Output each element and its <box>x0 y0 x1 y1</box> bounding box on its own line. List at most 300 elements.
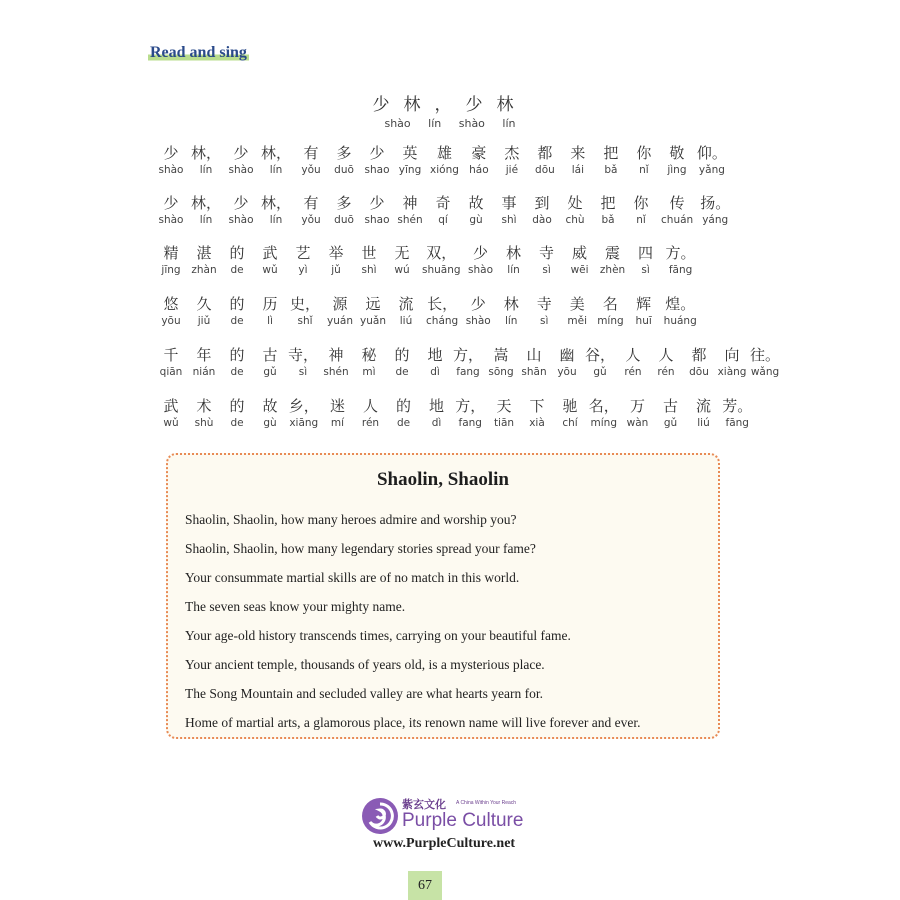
pinyin-syllable: sì <box>641 264 650 276</box>
poem-syllable <box>524 396 550 430</box>
hanzi-character: 多 <box>336 144 352 162</box>
hanzi-character: 无 <box>394 244 410 262</box>
poem-syllable <box>228 193 254 227</box>
hanzi-character: 林 <box>503 295 519 313</box>
hanzi-character: 驰 <box>562 397 578 415</box>
pinyin-syllable: yǎng <box>698 164 725 176</box>
hanzi-character: 少 <box>369 194 385 212</box>
poem-syllable <box>393 294 419 328</box>
hanzi-character: 四 <box>638 244 654 262</box>
pinyin-syllable: chuán <box>661 214 694 226</box>
pinyin-syllable: shì <box>361 264 377 276</box>
hanzi-character: 人 <box>362 397 378 415</box>
poem-syllable <box>501 243 527 277</box>
pinyin-syllable: dì <box>430 366 440 378</box>
hanzi-character: 少 <box>163 194 179 212</box>
poem-syllable <box>631 294 657 328</box>
poem-syllable <box>389 243 415 277</box>
translation-line: Shaolin, Shaolin, how many heroes admire and worship you? <box>185 512 517 527</box>
pinyin-syllable: xià <box>529 417 545 429</box>
hanzi-character: 古 <box>262 346 278 364</box>
hanzi-character: 事 <box>501 194 517 212</box>
hanzi-character: 流 <box>398 295 414 313</box>
pinyin-syllable: huáng <box>663 315 697 327</box>
pinyin-syllable: sì <box>540 315 549 327</box>
hanzi-character: 名 <box>602 295 618 313</box>
poem-syllable <box>158 345 184 379</box>
pinyin-syllable: de <box>230 264 244 276</box>
poem-syllable <box>323 345 349 379</box>
poem-syllable <box>360 294 386 328</box>
page-number: 67 <box>408 871 442 900</box>
hanzi-character: 林， <box>191 144 222 162</box>
hanzi-character: 林， <box>261 144 292 162</box>
translation-line: Your age-old history transcends times, carrying on your beautiful fame. <box>185 628 571 643</box>
pinyin-syllable: yuǎn <box>360 315 386 327</box>
poem-syllable <box>422 243 461 277</box>
pinyin-syllable: shao <box>364 164 390 176</box>
poem-syllable <box>228 143 254 177</box>
pinyin-syllable: shǐ <box>297 315 313 327</box>
hanzi-character: 古 <box>662 397 678 415</box>
poem-syllable <box>565 143 591 177</box>
hanzi-character: 湛 <box>196 244 212 262</box>
hanzi-character: 寺 <box>536 295 552 313</box>
hanzi-character: 扬。 <box>700 194 731 212</box>
poem-syllable <box>595 193 621 227</box>
pinyin-syllable: xiàng <box>717 366 747 378</box>
poem-syllable <box>389 345 415 379</box>
hanzi-character: 的 <box>394 346 410 364</box>
pinyin-syllable: lín <box>269 214 283 226</box>
hanzi-character: 武 <box>163 397 179 415</box>
poem-syllable <box>290 396 318 430</box>
pinyin-syllable: de <box>396 417 411 429</box>
pinyin-syllable: de <box>230 417 244 429</box>
pinyin-syllable: yōu <box>557 366 577 378</box>
poem-syllable <box>554 345 580 379</box>
poem-syllable <box>397 143 423 177</box>
poem-syllable <box>288 345 319 379</box>
hanzi-character: 奇 <box>435 194 451 212</box>
pinyin-syllable: de <box>395 366 409 378</box>
pinyin-syllable: gǔ <box>263 366 277 378</box>
pinyin-syllable: zhèn <box>599 264 626 276</box>
hanzi-character: 煌。 <box>665 295 696 313</box>
hanzi-character: 地 <box>428 397 444 415</box>
poem-syllable <box>397 193 423 227</box>
poem-syllable <box>557 396 583 430</box>
pinyin-syllable: wǔ <box>262 264 278 276</box>
poem-syllable <box>597 294 623 328</box>
poem-syllable <box>491 396 517 430</box>
pinyin-syllable: shì <box>501 214 517 226</box>
poem-syllable <box>498 294 524 328</box>
hanzi-character: 山 <box>526 346 542 364</box>
pinyin-syllable: sì <box>542 264 551 276</box>
pinyin-syllable: cháng <box>426 315 459 327</box>
hanzi-character: 林， <box>191 194 222 212</box>
pinyin-syllable: chù <box>565 214 585 226</box>
pinyin-syllable: xióng <box>430 164 459 176</box>
hanzi-character: 少 <box>163 144 179 162</box>
hanzi-character: 寺 <box>539 244 555 262</box>
poem-syllable <box>191 143 221 177</box>
brand-tagline: A China Within Your Reach <box>456 800 517 806</box>
poem-syllable <box>356 345 382 379</box>
poem-syllable <box>567 243 593 277</box>
hanzi-character: 乡， <box>288 397 319 415</box>
pinyin-syllable: shào <box>158 214 184 226</box>
pinyin-syllable: xiāng <box>289 417 319 429</box>
pinyin-syllable: jǔ <box>331 264 341 276</box>
purple-culture-logo-icon <box>360 796 400 836</box>
pinyin-syllable: wú <box>394 264 410 276</box>
poem-syllable <box>158 193 184 227</box>
poem-syllable <box>598 143 624 177</box>
hanzi-character: 美 <box>569 295 585 313</box>
poem-syllable <box>686 345 712 379</box>
hanzi-character: 悠 <box>163 295 179 313</box>
hanzi-character: 方， <box>455 397 486 415</box>
pinyin-syllable: rén <box>657 366 675 378</box>
pinyin-syllable: huī <box>635 315 652 327</box>
pinyin-syllable: lín <box>269 164 283 176</box>
hanzi-character: 人 <box>625 346 641 364</box>
poem-syllable <box>191 193 221 227</box>
pinyin-syllable: chí <box>562 417 578 429</box>
poem-syllable <box>426 294 458 328</box>
hanzi-character: 地 <box>427 346 443 364</box>
pinyin-syllable: de <box>230 315 244 327</box>
pinyin-syllable: yáng <box>702 214 729 226</box>
hanzi-character: 雄 <box>436 144 452 162</box>
hanzi-character: 的 <box>229 397 245 415</box>
hanzi-character: 艺 <box>295 244 311 262</box>
hanzi-character: 林， <box>261 194 292 212</box>
poem-syllable <box>719 345 745 379</box>
pinyin-syllable: mí <box>330 417 345 429</box>
poem-syllable <box>653 345 679 379</box>
poem-syllable <box>534 243 560 277</box>
pinyin-syllable: bǎ <box>601 214 615 226</box>
hanzi-character: 有 <box>303 144 319 162</box>
pinyin-syllable: dōu <box>535 164 555 176</box>
pinyin-syllable: lín <box>507 264 520 276</box>
poem-line <box>158 396 758 430</box>
pinyin-syllable: duō <box>334 164 354 176</box>
hanzi-character: 久 <box>196 295 212 313</box>
hanzi-character: 方。 <box>665 244 696 262</box>
pinyin-syllable: míng <box>597 315 624 327</box>
poem-syllable <box>658 396 684 430</box>
hanzi-character: 神 <box>402 194 418 212</box>
poem-title-hanzi: 少林，少林 <box>372 95 528 115</box>
hanzi-character: 万 <box>629 397 645 415</box>
translation-line: Your ancient temple, thousands of years old, is a mysterious place. <box>185 657 545 672</box>
poem-syllable <box>585 345 616 379</box>
pinyin-syllable: yīng <box>398 164 422 176</box>
hanzi-character: 你 <box>633 194 649 212</box>
pinyin-syllable: qiān <box>159 366 183 378</box>
pinyin-syllable: lín <box>199 214 213 226</box>
hanzi-character: 少 <box>369 144 385 162</box>
poem-syllable <box>325 396 351 430</box>
hanzi-character: 把 <box>603 144 619 162</box>
hanzi-character: 双， <box>426 244 457 262</box>
hanzi-character: 都 <box>537 144 553 162</box>
poem-syllable <box>191 294 217 328</box>
poem-syllable <box>158 396 184 430</box>
poem-syllable <box>633 243 659 277</box>
pinyin-syllable: lì <box>267 315 273 327</box>
hanzi-character: 精 <box>163 244 179 262</box>
poem-line <box>158 345 781 379</box>
hanzi-character: 幽 <box>559 346 575 364</box>
hanzi-character: 多 <box>336 194 352 212</box>
poem-syllable <box>261 143 291 177</box>
hanzi-character: 源 <box>332 295 348 313</box>
hanzi-character: 远 <box>365 295 381 313</box>
hanzi-character: 方， <box>453 346 484 364</box>
poem-syllable <box>261 193 291 227</box>
hanzi-character: 名， <box>588 397 619 415</box>
brand-url: www.PurpleCulture.net <box>373 836 516 851</box>
pinyin-syllable: nǐ <box>639 164 649 176</box>
hanzi-character: 迷 <box>329 397 345 415</box>
poem-syllable <box>521 345 547 379</box>
poem-syllable <box>424 396 450 430</box>
poem-syllable <box>191 243 217 277</box>
translation-lines <box>185 511 705 743</box>
hanzi-character: 寺， <box>288 346 319 364</box>
pinyin-syllable: jìng <box>667 164 687 176</box>
poem-line <box>158 143 758 177</box>
hanzi-character: 林 <box>506 244 522 262</box>
poem-syllable <box>191 345 217 379</box>
pinyin-syllable: dào <box>532 214 552 226</box>
poem-syllable <box>620 345 646 379</box>
poem-syllable <box>391 396 417 430</box>
poem-title <box>0 90 900 130</box>
translation-line: Home of martial arts, a glamorous place, its renown name will live forever and ever. <box>185 715 641 730</box>
poem-syllable <box>463 193 489 227</box>
poem-syllable <box>158 143 184 177</box>
hanzi-character: 往。 <box>750 346 781 364</box>
poem-syllable <box>158 243 184 277</box>
hanzi-character: 敬 <box>669 144 685 162</box>
translation-box <box>166 453 720 739</box>
pinyin-syllable: gǔ <box>663 417 678 429</box>
poem-syllable <box>664 143 690 177</box>
pinyin-syllable: bǎ <box>604 164 618 176</box>
poem-syllable <box>323 243 349 277</box>
pinyin-syllable: fang <box>458 417 482 429</box>
brand-chinese-name: 紫玄文化 <box>402 798 446 811</box>
poem-syllable <box>532 143 558 177</box>
hanzi-character: 千 <box>163 346 179 364</box>
poem-syllable <box>364 193 390 227</box>
hanzi-character: 年 <box>196 346 212 364</box>
translation-line: Shaolin, Shaolin, how many legendary stories spread your fame? <box>185 541 536 556</box>
pinyin-syllable: shān <box>521 366 547 378</box>
pinyin-syllable: fāng <box>668 264 693 276</box>
pinyin-syllable: wǎng <box>750 366 780 378</box>
poem-syllable <box>453 345 484 379</box>
poem-syllable <box>600 243 626 277</box>
poem-syllable <box>257 294 283 328</box>
hanzi-character: 故 <box>468 194 484 212</box>
poem-syllable <box>257 345 283 379</box>
poem-syllable <box>257 243 283 277</box>
poem-syllable <box>496 193 522 227</box>
pinyin-syllable: jīng <box>161 264 181 276</box>
hanzi-character: 传 <box>669 194 685 212</box>
pinyin-syllable: sōng <box>488 366 514 378</box>
poem-syllable <box>531 294 557 328</box>
pinyin-syllable: qí <box>438 214 448 226</box>
pinyin-syllable: jiǔ <box>197 315 211 327</box>
hanzi-character: 的 <box>229 244 245 262</box>
hanzi-character: 历 <box>262 295 278 313</box>
poem-syllable <box>625 396 651 430</box>
hanzi-character: 向 <box>724 346 740 364</box>
pinyin-syllable: gù <box>263 417 277 429</box>
poem-syllable <box>430 143 459 177</box>
pinyin-syllable: shén <box>397 214 423 226</box>
hanzi-character: 辉 <box>636 295 652 313</box>
pinyin-syllable: duō <box>334 214 354 226</box>
pinyin-syllable: yuán <box>327 315 353 327</box>
hanzi-character: 英 <box>402 144 418 162</box>
pinyin-syllable: liú <box>697 417 710 429</box>
pinyin-syllable: dōu <box>689 366 709 378</box>
hanzi-character: 处 <box>567 194 583 212</box>
hanzi-character: 秘 <box>361 346 377 364</box>
hanzi-character: 嵩 <box>493 346 509 364</box>
poem-syllable <box>697 143 727 177</box>
poem-title-pinyin: shào lín shào lín <box>384 117 516 130</box>
pinyin-syllable: fāng <box>725 417 749 429</box>
pinyin-syllable: nǐ <box>636 214 646 226</box>
pinyin-syllable: shào <box>228 214 254 226</box>
poem-syllable <box>664 294 697 328</box>
poem-syllable <box>666 243 696 277</box>
hanzi-character: 来 <box>570 144 586 162</box>
pinyin-syllable: shù <box>194 417 214 429</box>
pinyin-syllable: shào <box>465 315 491 327</box>
hanzi-character: 流 <box>695 397 711 415</box>
hanzi-character: 术 <box>196 397 212 415</box>
pinyin-syllable: háo <box>469 164 489 176</box>
translation-line: The seven seas know your mighty name. <box>185 599 406 614</box>
poem-syllable <box>290 243 316 277</box>
poem-syllable <box>298 143 324 177</box>
pinyin-syllable: wēi <box>570 264 589 276</box>
poem-syllable <box>224 243 250 277</box>
hanzi-character: 少 <box>233 194 249 212</box>
pinyin-syllable: gǔ <box>593 366 607 378</box>
pinyin-syllable: tiān <box>493 417 515 429</box>
translation-line: Your consummate martial skills are of no match in this world. <box>185 570 520 585</box>
hanzi-character: 世 <box>361 244 377 262</box>
poem-syllable <box>430 193 456 227</box>
pinyin-syllable: sì <box>298 366 308 378</box>
pinyin-syllable: gù <box>469 214 483 226</box>
pinyin-syllable: nián <box>192 366 216 378</box>
hanzi-character: 下 <box>529 397 545 415</box>
poem-syllable <box>691 396 717 430</box>
poem-syllable <box>158 294 184 328</box>
brand-name: Purple Culture <box>402 810 524 831</box>
poem-syllable <box>466 143 492 177</box>
pinyin-syllable: dì <box>431 417 442 429</box>
poem-syllable <box>224 294 250 328</box>
pinyin-syllable: wǔ <box>163 417 179 429</box>
poem-syllable <box>327 294 353 328</box>
pinyin-syllable: yǒu <box>301 214 321 226</box>
hanzi-character: 长， <box>427 295 458 313</box>
hanzi-character: 仰。 <box>696 144 727 162</box>
poem-syllable <box>590 396 618 430</box>
pinyin-syllable: shào <box>468 264 494 276</box>
pinyin-syllable: fang <box>456 366 480 378</box>
hanzi-character: 的 <box>229 346 245 364</box>
poem-syllable <box>750 345 781 379</box>
pinyin-syllable: rén <box>361 417 380 429</box>
pinyin-syllable: lái <box>571 164 585 176</box>
pinyin-syllable: shào <box>158 164 184 176</box>
poem-line <box>158 193 758 227</box>
poem-line <box>158 243 758 277</box>
pinyin-syllable: rén <box>624 366 642 378</box>
poem-syllable <box>468 243 494 277</box>
hanzi-character: 到 <box>534 194 550 212</box>
pinyin-syllable: yōu <box>161 315 181 327</box>
pinyin-syllable: shao <box>364 214 390 226</box>
hanzi-character: 天 <box>496 397 512 415</box>
hanzi-character: 把 <box>600 194 616 212</box>
pinyin-syllable: liú <box>399 315 413 327</box>
section-heading: Read and sing <box>150 44 247 61</box>
poem-syllable <box>422 345 448 379</box>
poem-syllable <box>724 396 752 430</box>
poem-syllable <box>356 243 382 277</box>
poem-syllable <box>331 143 357 177</box>
poem-syllable <box>700 193 730 227</box>
hanzi-character: 杰 <box>504 144 520 162</box>
hanzi-character: 神 <box>328 346 344 364</box>
poem-syllable <box>364 143 390 177</box>
pinyin-syllable: jié <box>505 164 519 176</box>
hanzi-character: 你 <box>636 144 652 162</box>
hanzi-character: 举 <box>328 244 344 262</box>
poem-syllable <box>191 396 217 430</box>
hanzi-character: 少 <box>470 295 486 313</box>
hanzi-character: 有 <box>303 194 319 212</box>
hanzi-character: 震 <box>605 244 621 262</box>
poem-syllable <box>628 193 654 227</box>
pinyin-syllable: de <box>230 366 244 378</box>
poem-syllable <box>457 396 485 430</box>
pinyin-syllable: shuāng <box>422 264 461 276</box>
hanzi-character: 谷， <box>585 346 616 364</box>
hanzi-character: 武 <box>262 244 278 262</box>
poem-syllable <box>631 143 657 177</box>
poem-syllable <box>290 294 320 328</box>
poem-syllable <box>465 294 491 328</box>
hanzi-character: 都 <box>691 346 707 364</box>
